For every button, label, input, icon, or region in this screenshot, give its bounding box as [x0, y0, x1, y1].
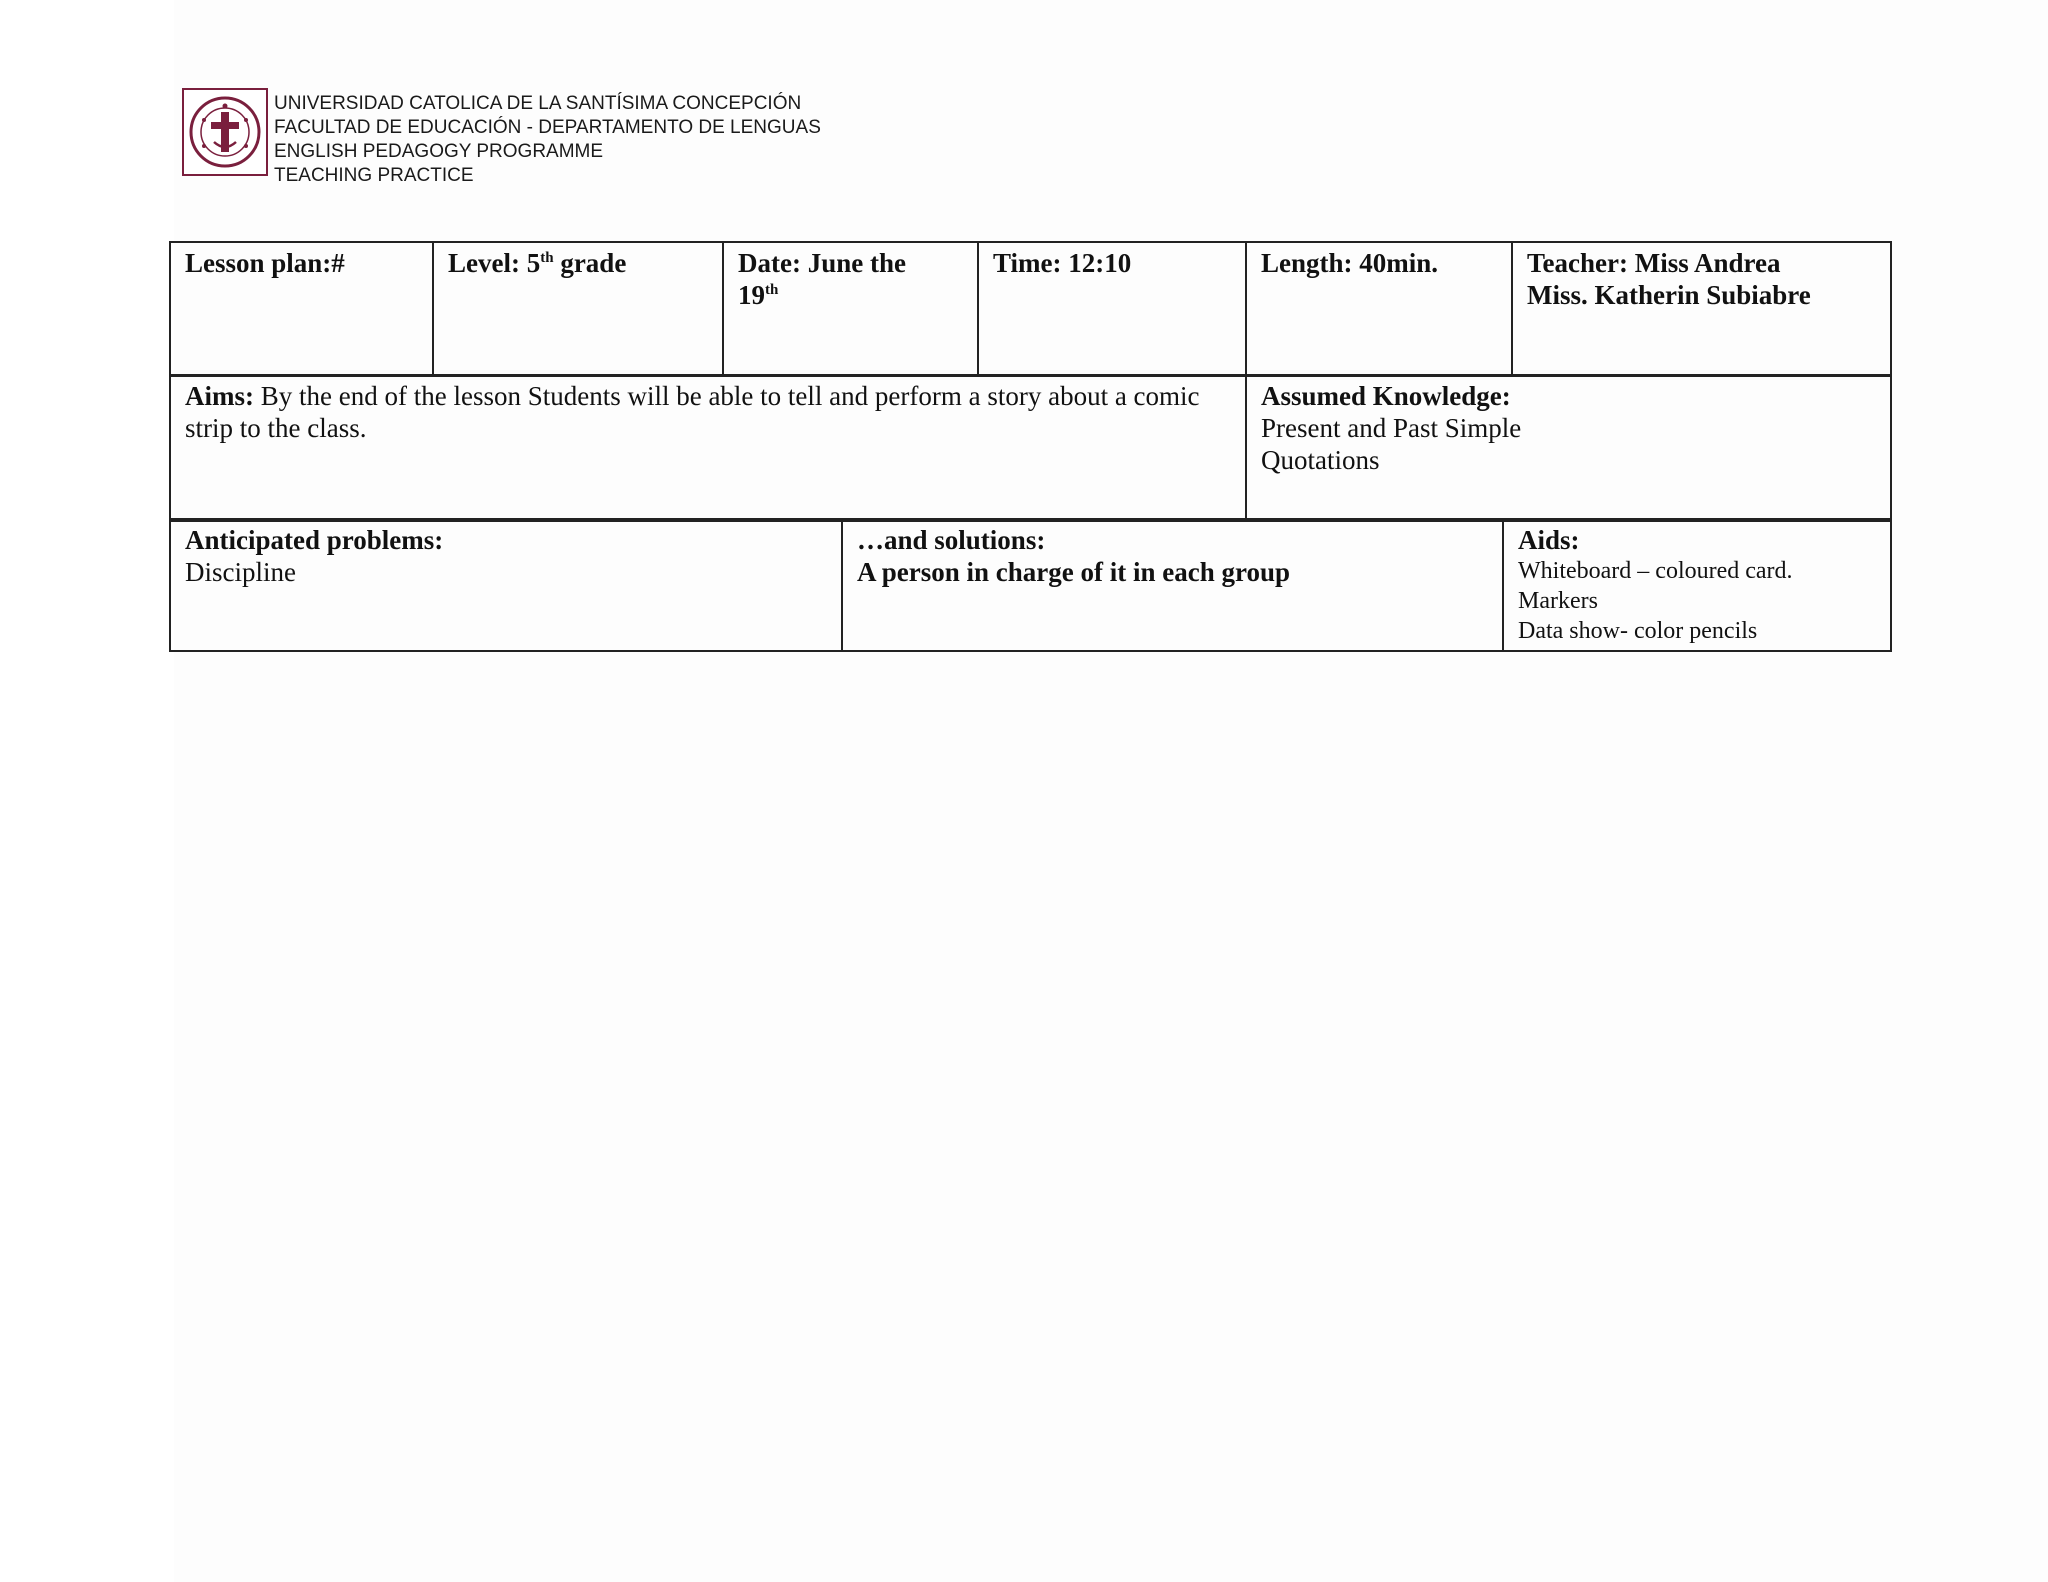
course-name: TEACHING PRACTICE [274, 165, 474, 186]
list-item: Present and Past Simple [1261, 413, 1522, 443]
faculty-name: FACULTAD DE EDUCACIÓN - DEPARTAMENTO DE LENGUAS [274, 117, 821, 138]
problems-table [169, 518, 1892, 652]
table-row [170, 375, 1891, 521]
time-label: Time: 12:10 [993, 248, 1132, 278]
lesson-plan-cell [170, 242, 433, 376]
aids-label: Aids: [1518, 525, 1580, 555]
lesson-plan-label: Lesson plan:# [185, 248, 345, 278]
date-cell [723, 242, 978, 376]
problems-text: Discipline [185, 557, 296, 587]
list-item: Markers [1518, 588, 1598, 614]
page-background [174, 0, 2048, 1582]
list-item: Data show- color pencils [1518, 618, 1758, 644]
level-suffix: grade [553, 248, 627, 278]
anticipated-problems-cell [170, 519, 842, 651]
level-sup: th [540, 250, 554, 266]
teacher-line-1: Teacher: Miss Andrea [1527, 248, 1781, 278]
length-label: Length: 40min. [1261, 248, 1439, 278]
date-day: 19 [738, 280, 765, 310]
aids-cell [1503, 519, 1891, 651]
teacher-cell [1512, 242, 1891, 376]
assumed-knowledge-cell [1246, 375, 1891, 521]
teacher-line-2: Miss. Katherin Subiabre [1527, 280, 1811, 310]
aims-table [169, 374, 1892, 522]
list-item: Whiteboard – coloured card. [1518, 558, 1793, 584]
length-cell [1246, 242, 1512, 376]
university-name: UNIVERSIDAD CATOLICA DE LA SANTÍSIMA CONCEPCIÓN [274, 93, 802, 114]
table-row [170, 242, 1891, 376]
solutions-label: …and solutions: [857, 525, 1046, 555]
solutions-cell [842, 519, 1503, 651]
problems-label: Anticipated problems: [185, 525, 444, 555]
date-sup: th [765, 282, 779, 298]
aims-text: By the end of the lesson Students will be able to tell and perform a story about a comic strip to the class. [185, 381, 1200, 443]
level-label: Level: 5 [448, 248, 541, 278]
header-text [274, 92, 821, 188]
time-cell [978, 242, 1246, 376]
lesson-info-table [169, 241, 1892, 377]
list-item: Quotations [1261, 445, 1380, 475]
university-seal-icon [182, 88, 268, 176]
level-cell [433, 242, 723, 376]
aims-cell [170, 375, 1246, 521]
programme-name: ENGLISH PEDAGOGY PROGRAMME [274, 141, 604, 162]
solutions-text: A person in charge of it in each group [857, 557, 1291, 587]
table-row [170, 519, 1891, 651]
date-label: Date: June the [738, 248, 906, 278]
aims-label: Aims: [185, 381, 254, 411]
document-header [182, 88, 821, 188]
assumed-knowledge-label: Assumed Knowledge: [1261, 381, 1511, 411]
